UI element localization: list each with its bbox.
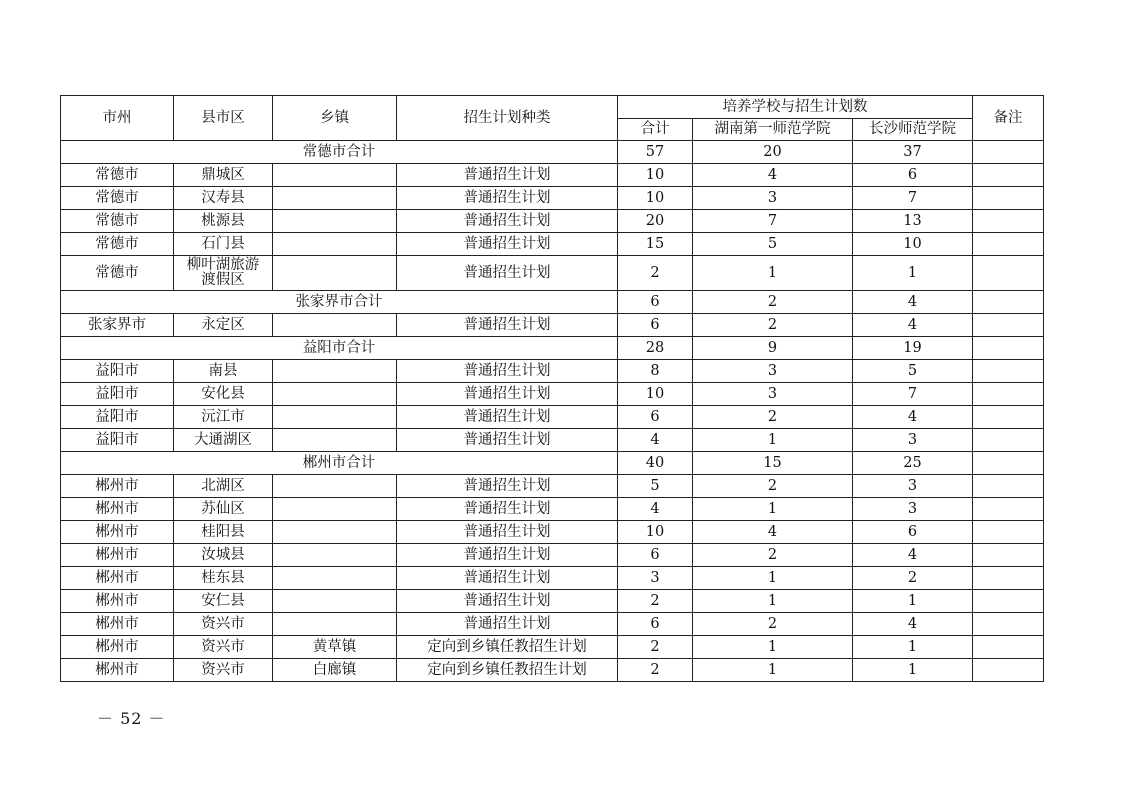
table-row	[61, 187, 1044, 210]
cell-school1: 2	[693, 544, 853, 567]
cell-remark	[973, 256, 1044, 291]
cell-remark	[973, 141, 1044, 164]
cell-school1: 3	[693, 187, 853, 210]
header-plan-type: 招生计划种类	[397, 96, 618, 141]
cell-town: 黄草镇	[273, 636, 397, 659]
cell-city: 郴州市	[61, 613, 174, 636]
table-body	[61, 141, 1044, 682]
cell-school1: 4	[693, 521, 853, 544]
cell-county: 鼎城区	[174, 164, 273, 187]
cell-total: 10	[618, 521, 693, 544]
city-total-label: 常德市合计	[61, 141, 618, 164]
cell-school2: 7	[853, 383, 973, 406]
cell-town	[273, 210, 397, 233]
cell-school2: 25	[853, 452, 973, 475]
cell-total: 4	[618, 498, 693, 521]
cell-plan-type: 普通招生计划	[397, 567, 618, 590]
cell-school2: 4	[853, 314, 973, 337]
cell-remark	[973, 659, 1044, 682]
table-row	[61, 360, 1044, 383]
table-row	[61, 475, 1044, 498]
cell-total: 57	[618, 141, 693, 164]
cell-plan-type: 普通招生计划	[397, 360, 618, 383]
cell-total: 15	[618, 233, 693, 256]
cell-county: 石门县	[174, 233, 273, 256]
cell-plan-type: 普通招生计划	[397, 383, 618, 406]
cell-school2: 19	[853, 337, 973, 360]
cell-total: 5	[618, 475, 693, 498]
cell-school2: 1	[853, 256, 973, 291]
cell-remark	[973, 544, 1044, 567]
cell-total: 2	[618, 590, 693, 613]
cell-school1: 1	[693, 659, 853, 682]
cell-county: 安化县	[174, 383, 273, 406]
cell-total: 2	[618, 256, 693, 291]
cell-total: 28	[618, 337, 693, 360]
cell-total: 6	[618, 406, 693, 429]
page-number: － 52 －	[97, 709, 166, 728]
header-city: 市州	[61, 96, 174, 141]
cell-plan-type: 普通招生计划	[397, 210, 618, 233]
city-total-label: 益阳市合计	[61, 337, 618, 360]
table-row	[61, 406, 1044, 429]
cell-town	[273, 613, 397, 636]
cell-city: 常德市	[61, 233, 174, 256]
cell-school2: 1	[853, 636, 973, 659]
cell-school2: 4	[853, 406, 973, 429]
enrollment-plan-table	[60, 95, 1044, 682]
cell-county: 沅江市	[174, 406, 273, 429]
cell-remark	[973, 406, 1044, 429]
cell-plan-type: 普通招生计划	[397, 475, 618, 498]
cell-school1: 1	[693, 256, 853, 291]
cell-city: 郴州市	[61, 544, 174, 567]
cell-county: 桂东县	[174, 567, 273, 590]
cell-town: 白廊镇	[273, 659, 397, 682]
cell-total: 8	[618, 360, 693, 383]
header-county: 县市区	[174, 96, 273, 141]
cell-town	[273, 498, 397, 521]
cell-remark	[973, 613, 1044, 636]
cell-city: 益阳市	[61, 429, 174, 452]
cell-school1: 2	[693, 314, 853, 337]
cell-county: 大通湖区	[174, 429, 273, 452]
cell-remark	[973, 475, 1044, 498]
cell-school2: 5	[853, 360, 973, 383]
header-school1: 湖南第一师范学院	[693, 119, 853, 141]
cell-plan-type: 普通招生计划	[397, 256, 618, 291]
cell-school2: 1	[853, 659, 973, 682]
table-row	[61, 567, 1044, 590]
cell-town	[273, 360, 397, 383]
cell-total: 4	[618, 429, 693, 452]
cell-school1: 3	[693, 383, 853, 406]
cell-remark	[973, 337, 1044, 360]
cell-total: 2	[618, 636, 693, 659]
cell-school2: 4	[853, 291, 973, 314]
cell-town	[273, 187, 397, 210]
table-row	[61, 636, 1044, 659]
cell-school1: 2	[693, 613, 853, 636]
cell-city: 郴州市	[61, 636, 174, 659]
table-row	[61, 613, 1044, 636]
cell-school1: 1	[693, 590, 853, 613]
cell-plan-type: 普通招生计划	[397, 233, 618, 256]
cell-plan-type: 定向到乡镇任教招生计划	[397, 636, 618, 659]
cell-remark	[973, 636, 1044, 659]
cell-school1: 2	[693, 406, 853, 429]
cell-school2: 1	[853, 590, 973, 613]
city-total-label: 郴州市合计	[61, 452, 618, 475]
cell-plan-type: 普通招生计划	[397, 613, 618, 636]
cell-plan-type: 普通招生计划	[397, 544, 618, 567]
cell-total: 10	[618, 164, 693, 187]
cell-school1: 1	[693, 567, 853, 590]
cell-remark	[973, 383, 1044, 406]
cell-school2: 6	[853, 164, 973, 187]
cell-town	[273, 544, 397, 567]
cell-remark	[973, 187, 1044, 210]
cell-school1: 15	[693, 452, 853, 475]
cell-school1: 4	[693, 164, 853, 187]
cell-remark	[973, 210, 1044, 233]
cell-remark	[973, 429, 1044, 452]
cell-remark	[973, 567, 1044, 590]
table-row	[61, 521, 1044, 544]
table-row	[61, 544, 1044, 567]
cell-plan-type: 普通招生计划	[397, 429, 618, 452]
city-total-row	[61, 291, 1044, 314]
cell-city: 常德市	[61, 187, 174, 210]
cell-city: 益阳市	[61, 406, 174, 429]
cell-total: 2	[618, 659, 693, 682]
cell-school2: 10	[853, 233, 973, 256]
cell-school1: 20	[693, 141, 853, 164]
cell-remark	[973, 314, 1044, 337]
header-total: 合计	[618, 119, 693, 141]
cell-school1: 5	[693, 233, 853, 256]
cell-school1: 2	[693, 291, 853, 314]
cell-town	[273, 406, 397, 429]
cell-town	[273, 233, 397, 256]
cell-total: 10	[618, 383, 693, 406]
cell-remark	[973, 360, 1044, 383]
table-row	[61, 233, 1044, 256]
cell-school1: 2	[693, 475, 853, 498]
cell-school1: 3	[693, 360, 853, 383]
city-total-row	[61, 337, 1044, 360]
city-total-row	[61, 141, 1044, 164]
cell-school1: 1	[693, 498, 853, 521]
cell-town	[273, 429, 397, 452]
table-row	[61, 210, 1044, 233]
header-town: 乡镇	[273, 96, 397, 141]
cell-county: 汉寿县	[174, 187, 273, 210]
cell-city: 郴州市	[61, 521, 174, 544]
cell-remark	[973, 291, 1044, 314]
cell-town	[273, 590, 397, 613]
cell-county: 桂阳县	[174, 521, 273, 544]
header-remark: 备注	[973, 96, 1044, 141]
cell-city: 郴州市	[61, 590, 174, 613]
cell-city: 益阳市	[61, 383, 174, 406]
cell-town	[273, 164, 397, 187]
cell-remark	[973, 498, 1044, 521]
cell-school1: 1	[693, 636, 853, 659]
cell-city: 益阳市	[61, 360, 174, 383]
cell-city: 常德市	[61, 256, 174, 291]
city-total-row	[61, 452, 1044, 475]
cell-county: 资兴市	[174, 613, 273, 636]
cell-remark	[973, 164, 1044, 187]
cell-total: 3	[618, 567, 693, 590]
table-row	[61, 383, 1044, 406]
cell-county: 资兴市	[174, 659, 273, 682]
table-row	[61, 429, 1044, 452]
cell-school2: 37	[853, 141, 973, 164]
cell-remark	[973, 233, 1044, 256]
cell-town	[273, 567, 397, 590]
cell-school2: 13	[853, 210, 973, 233]
cell-remark	[973, 452, 1044, 475]
cell-remark	[973, 521, 1044, 544]
cell-town	[273, 475, 397, 498]
cell-plan-type: 定向到乡镇任教招生计划	[397, 659, 618, 682]
cell-remark	[973, 590, 1044, 613]
cell-town	[273, 521, 397, 544]
cell-county: 北湖区	[174, 475, 273, 498]
cell-school1: 7	[693, 210, 853, 233]
cell-plan-type: 普通招生计划	[397, 164, 618, 187]
cell-school2: 4	[853, 544, 973, 567]
cell-total: 6	[618, 291, 693, 314]
cell-plan-type: 普通招生计划	[397, 314, 618, 337]
table-row	[61, 314, 1044, 337]
cell-school1: 1	[693, 429, 853, 452]
cell-school2: 6	[853, 521, 973, 544]
cell-school2: 7	[853, 187, 973, 210]
city-total-label: 张家界市合计	[61, 291, 618, 314]
table-row	[61, 659, 1044, 682]
cell-school2: 3	[853, 429, 973, 452]
cell-city: 常德市	[61, 210, 174, 233]
cell-plan-type: 普通招生计划	[397, 521, 618, 544]
cell-school1: 9	[693, 337, 853, 360]
cell-plan-type: 普通招生计划	[397, 498, 618, 521]
cell-total: 40	[618, 452, 693, 475]
cell-school2: 4	[853, 613, 973, 636]
cell-city: 常德市	[61, 164, 174, 187]
cell-county: 桃源县	[174, 210, 273, 233]
cell-county: 永定区	[174, 314, 273, 337]
cell-county: 汝城县	[174, 544, 273, 567]
cell-city: 郴州市	[61, 567, 174, 590]
header-school2: 长沙师范学院	[853, 119, 973, 141]
cell-county: 柳叶湖旅游渡假区	[174, 256, 273, 291]
table-row	[61, 164, 1044, 187]
cell-county: 南县	[174, 360, 273, 383]
table-row	[61, 590, 1044, 613]
cell-city: 郴州市	[61, 475, 174, 498]
cell-town	[273, 383, 397, 406]
cell-total: 20	[618, 210, 693, 233]
cell-plan-type: 普通招生计划	[397, 406, 618, 429]
cell-city: 郴州市	[61, 659, 174, 682]
cell-school2: 2	[853, 567, 973, 590]
cell-plan-type: 普通招生计划	[397, 187, 618, 210]
cell-school2: 3	[853, 498, 973, 521]
table-row	[61, 256, 1044, 291]
cell-total: 6	[618, 544, 693, 567]
cell-city: 郴州市	[61, 498, 174, 521]
cell-school2: 3	[853, 475, 973, 498]
cell-town	[273, 314, 397, 337]
cell-county: 安仁县	[174, 590, 273, 613]
header-schools-group: 培养学校与招生计划数	[618, 96, 973, 119]
cell-town	[273, 256, 397, 291]
cell-total: 6	[618, 613, 693, 636]
cell-total: 6	[618, 314, 693, 337]
table-row	[61, 498, 1044, 521]
cell-city: 张家界市	[61, 314, 174, 337]
cell-plan-type: 普通招生计划	[397, 590, 618, 613]
cell-county: 资兴市	[174, 636, 273, 659]
cell-total: 10	[618, 187, 693, 210]
cell-county: 苏仙区	[174, 498, 273, 521]
